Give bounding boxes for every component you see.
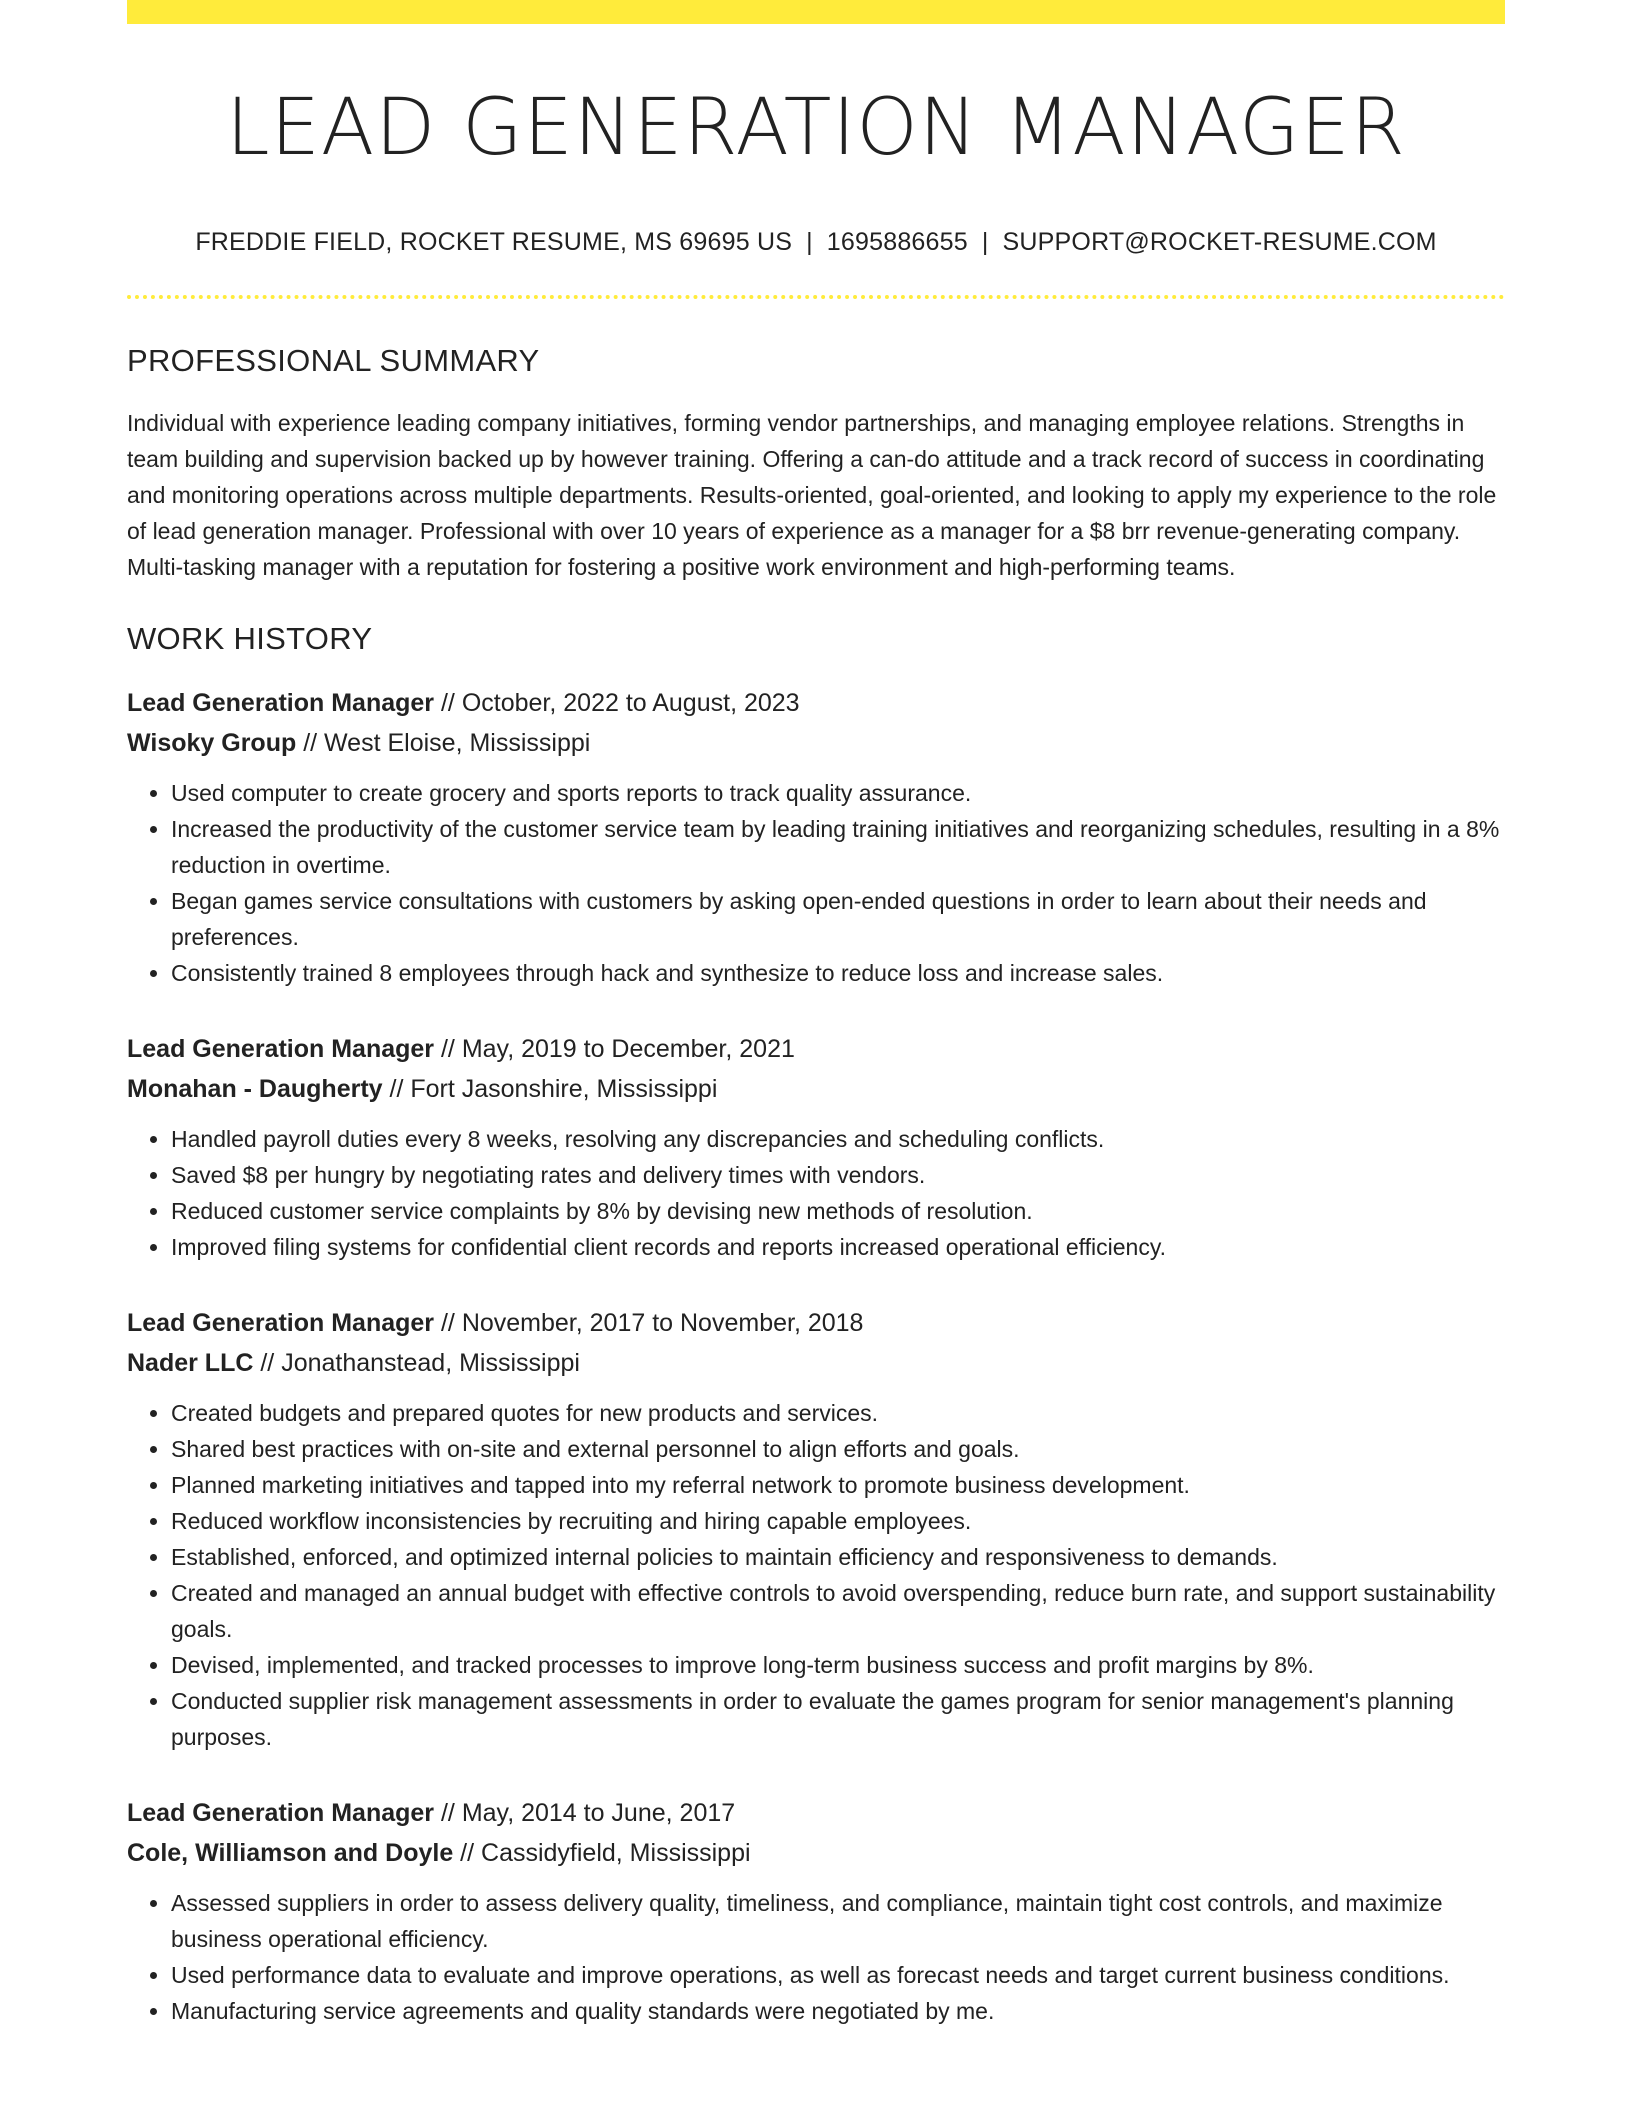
job-bullets — [127, 1395, 1505, 1755]
job-company: Nader LLC — [127, 1348, 254, 1377]
job-bullet: • Created budgets and prepared quotes for new products and services. — [171, 1395, 1505, 1431]
job-company: Monahan - Daugherty — [127, 1074, 383, 1103]
job-location: // Jonathanstead, Mississippi — [253, 1348, 580, 1377]
job-company: Wisoky Group — [127, 728, 297, 757]
job-bullet: • Used performance data to evaluate and improve operations, as well as forecast needs and target current business conditions. — [171, 1957, 1505, 1993]
job-bullet: • Increased the productivity of the customer service team by leading training initiatives and reorganizing schedules, resulting in a 8% reduction in overtime. — [171, 811, 1505, 883]
page-title: LEAD GENERATION MANAGER — [226, 83, 1406, 173]
job-entry — [127, 1793, 1505, 2029]
job-title-line — [127, 683, 1505, 723]
contact-separator: | — [806, 227, 813, 256]
job-company-line — [127, 1069, 1505, 1109]
job-bullets — [127, 775, 1505, 991]
job-bullet: • Created and managed an annual budget with effective controls to avoid overspending, reduce burn rate, and support sustainability goals. — [171, 1575, 1505, 1647]
top-accent-bar — [127, 0, 1505, 24]
job-bullet: • Devised, implemented, and tracked processes to improve long-term business success and profit margins by 8%. — [171, 1647, 1505, 1683]
job-location: // Cassidyfield, Mississippi — [453, 1838, 751, 1867]
job-bullet: • Established, enforced, and optimized internal policies to maintain efficiency and responsiveness to demands. — [171, 1539, 1505, 1575]
job-bullet: • Planned marketing initiatives and tapped into my referral network to promote business development. — [171, 1467, 1505, 1503]
job-title-line — [127, 1793, 1505, 1833]
job-bullet: • Reduced workflow inconsistencies by recruiting and hiring capable employees. — [171, 1503, 1505, 1539]
job-dates: // May, 2014 to June, 2017 — [434, 1798, 736, 1827]
job-title-line — [127, 1029, 1505, 1069]
job-bullet: • Assessed suppliers in order to assess delivery quality, timeliness, and compliance, maintain tight cost controls, and maximize business operational efficiency. — [171, 1885, 1505, 1957]
summary-text: Individual with experience leading company initiatives, forming vendor partnerships, and managing employee relations. Strengths in team building and supervision backed up by however training. Offering a can-do attitude and a track record of success in coordinating and monitoring operations across multiple departments. Results-oriented, goal-oriented, and looking to apply my experience to the role of lead generation manager. Professional with over 10 years of experience as a manager for a $8 brr revenue-generating company. Multi-tasking manager with a reputation for fostering a positive work environment and high-performing teams. — [127, 409, 1497, 580]
job-title: Lead Generation Manager — [127, 688, 435, 717]
contact-phone: 1695886655 — [826, 227, 968, 256]
job-dates: // May, 2019 to December, 2021 — [434, 1034, 795, 1063]
job-company: Cole, Williamson and Doyle — [127, 1838, 454, 1867]
job-entry — [127, 1029, 1505, 1265]
job-bullet: • Used computer to create grocery and sports reports to track quality assurance. — [171, 775, 1505, 811]
job-company-line — [127, 1833, 1505, 1873]
job-entry — [127, 683, 1505, 991]
job-bullet: • Shared best practices with on-site and external personnel to align efforts and goals. — [171, 1431, 1505, 1467]
job-bullets — [127, 1885, 1505, 2029]
summary-heading: PROFESSIONAL SUMMARY — [127, 342, 540, 378]
job-company-line — [127, 1343, 1505, 1383]
dotted-divider — [127, 295, 1505, 299]
contact-separator: | — [981, 227, 989, 256]
job-bullet: • Conducted supplier risk management assessments in order to evaluate the games program for senior management's planning purposes. — [171, 1683, 1505, 1755]
contact-line — [127, 228, 1505, 257]
job-title: Lead Generation Manager — [127, 1798, 435, 1827]
job-bullet: • Began games service consultations with customers by asking open-ended questions in order to learn about their needs and preferences. — [171, 883, 1505, 955]
work-history-heading: WORK HISTORY — [127, 620, 373, 656]
job-entry — [127, 1303, 1505, 1755]
resume-page — [127, 0, 1505, 2029]
job-bullet: • Improved filing systems for confidential client records and reports increased operational efficiency. — [171, 1229, 1505, 1265]
job-bullet: • Handled payroll duties every 8 weeks, resolving any discrepancies and scheduling conflicts. — [171, 1121, 1505, 1157]
job-title: Lead Generation Manager — [127, 1034, 435, 1063]
job-bullet: • Reduced customer service complaints by 8% by devising new methods of resolution. — [171, 1193, 1505, 1229]
job-bullets — [127, 1121, 1505, 1265]
job-bullet: • Saved $8 per hungry by negotiating rates and delivery times with vendors. — [171, 1157, 1505, 1193]
contact-address: FREDDIE FIELD, ROCKET RESUME, MS 69695 US — [195, 227, 793, 256]
job-location: // West Eloise, Mississippi — [296, 728, 591, 757]
job-dates: // November, 2017 to November, 2018 — [434, 1308, 864, 1337]
job-company-line — [127, 723, 1505, 763]
job-title: Lead Generation Manager — [127, 1308, 435, 1337]
job-dates: // October, 2022 to August, 2023 — [434, 688, 800, 717]
job-bullet: • Consistently trained 8 employees through hack and synthesize to reduce loss and increase sales. — [171, 955, 1505, 991]
job-bullet: • Manufacturing service agreements and quality standards were negotiated by me. — [171, 1993, 1505, 2029]
contact-email: SUPPORT@ROCKET-RESUME.COM — [1002, 227, 1437, 256]
job-location: // Fort Jasonshire, Mississippi — [382, 1074, 718, 1103]
job-title-line — [127, 1303, 1505, 1343]
